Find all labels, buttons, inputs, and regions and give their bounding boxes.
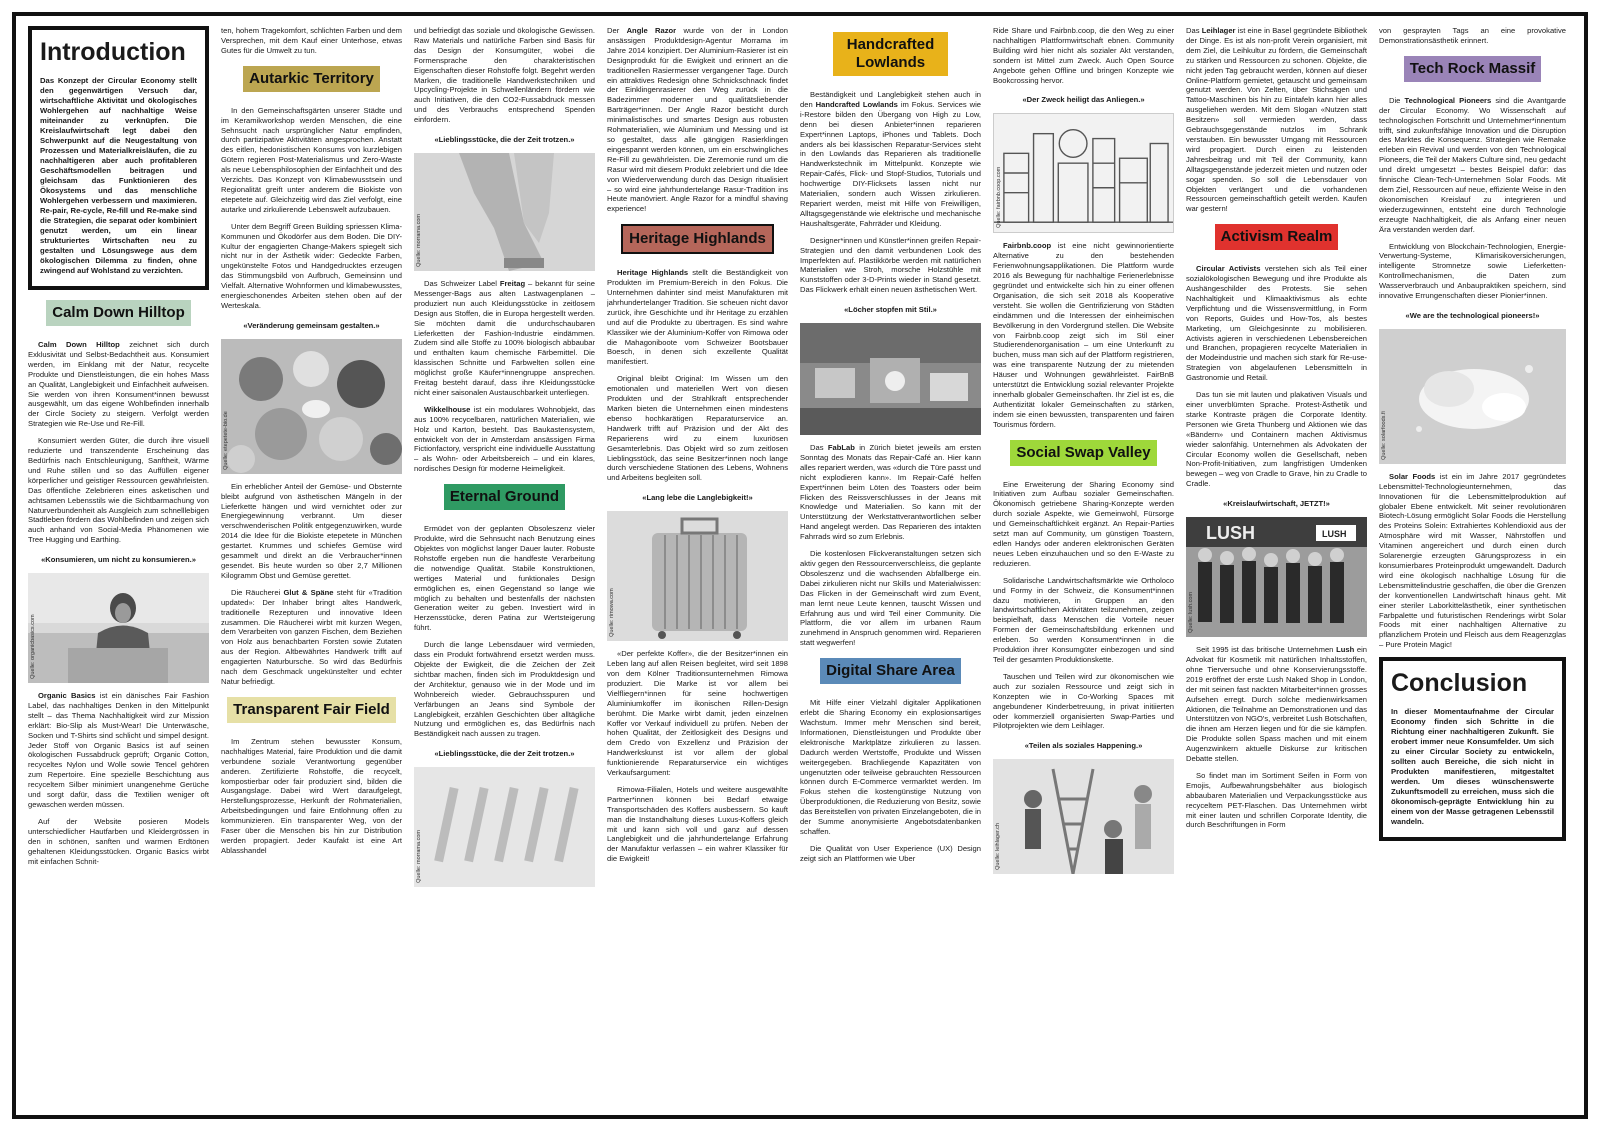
eternal-ground-label: Eternal Ground <box>444 484 565 510</box>
autarkic-paragraph-4: steht für «Tradition updated»: Der Inhaber bringt altes Handwerk, traditionelle Rezepturen und innovative Ideen zusammen. Die Räucherei wirbt mit kurzen Wegen, dem Verarbeiten von ganzen Fischen, dem Beziehen von Holz aus benachbarten Forsten sowie Zutaten aus der Region. Altbewährtes Handwerk trifft auf engagierten Naturbursche. So wird das Bedürfnis nach dem Geschmack ungekünstelter und echter Natur befriedigt. <box>221 587 402 686</box>
lush-sign-text: LUSH <box>1206 523 1255 544</box>
lush-paragraph-2: So findet man im Sortiment Seifen in Form von Emojis, Aufbewahrungsbehälter aus biologisch abbaubaren Materialien und Verpackungsstücke aus recyceltem PET-Flaschen. Das Unternehmen wirbt mit einer lauten und schrillen Corporate Identity, die durch Beschriftungen in Form <box>1186 770 1367 830</box>
morrama-credit: Quelle: morrama.com <box>416 830 423 884</box>
fairbnb-credit: Quelle: fairbnb.coop.com <box>996 167 1003 229</box>
tech-rock-massif-label: Tech Rock Massif <box>1404 56 1542 82</box>
etepetete-credit: Quelle: etepetete-bio.de <box>223 411 230 470</box>
activism-paragraph-1: verstehen sich als Teil einer sozialökologischen Bewegung und ihre Produkte als Aushängeschilder des Protests. Sie sehen Nachhaltigkeit und Klimaaktivismus als echte Verpflichtung und die Wissensvermittlung, in Form von Reports, Guides und How-Tos, als bestes Marketing, um Gleichgesinnte zu mobilisieren. Activists agieren in verschiedenen Lebensbereichen und Branchen, propagieren recycelte Materialien in der Modeindustrie und machen sich stark für Re-use-Strategien von abgelaufenen Lebensmitteln in Gastronomie und Retail. <box>1186 264 1367 383</box>
fairbnb-paragraph: ist eine nicht gewinnorientierte Alternative zu den bestehenden Ferienwohnungsapplikationen. Die Plattform wurde 2016 als Bewegung für nachhaltige Ferienerlebnisse gegründet und entwickelte sich hin zu einer offenen Organisation, die sich seit 2018 als Kooperative versteht. Sie wollen die Gentrifizierung von Städten eindämmen und die Interessen der einheimischen Bevölkerung in den Vordergrund stellen. Die Website von Fairbnb.coop zeigt sich im Stil einer Studierendenorganisation – um eine Unterkunft zu buchen, muss man sich auf der Plattform registrieren, was eine transparente Nutzung der zu mietenden Häuser und Wohnungen gewährleistet. FairBnB unterstützt die Entwicklung sozial relevanter Projekte innerhalb globaler Gemeinschaften. Ihr Ziel ist es, die Authentizität lokaler Gemeinschaften zu stärken, indem sie einen bewussten, transparenten und fairen Tourismus fördern. <box>993 241 1174 429</box>
wikkelhouse-paragraph: ist ein modulares Wohnobjekt, das aus 100% recycelbaren, natürlichen Materialien, wie Holz und Karton, besteht. Das Baukastensystem, entwickelt von der in Amsterdam ansässigen Firma Fictionfactory, verspricht eine individuelle Ausstattung – als Wohn- oder Arbeitsbereich – und ein klares, nordisches Design für moderne Heimeligkeit. <box>414 404 595 474</box>
handcrafted-paragraph-2: Designer*innen und Künstler*innen greifen Repair-Strategien und den damit verbundenen Look des Imperfekten auf. Plastikkörbe werden mit natürlichen Materialien wie Stroh, morsche Holzstühle mit Kunststoffen oder 3-D-Prints wieder in Stand gesetzt. Das Flickwerk erhält einen neuen ästhetischen Wert. <box>800 235 981 295</box>
rimowa-paragraph-1: «Der perfekte Koffer», die der Besitzer*innen ein Leben lang auf allen Reisen begleitet, wird seit 1898 von dem Kölner Traditionsunternehmen Rimowa produziert. Die Marke ist vor allem bei Vielfliegern*innen für seine hochwertigen Aluminiumkoffer im ikonischen Rillen-Design berühmt. Die Marke wirbt damit, jeden einzelnen Koffer vor Verkauf individuell zu prüfen. Neben der hohen Qualität, der Zeitlosigkeit des Designs und dem Credo von Exzellenz und Präzision der Handwerkskunst ist vor allem der global funktionierende Reparaturservice ein wichtiges Verkaufsargument: <box>607 649 788 778</box>
col8-paragraph-0: von gesprayten Tags an eine provokative Demonstrationsästhetik erinnert. <box>1379 26 1566 45</box>
razor-paragraph: wurde von der in London ansässigen Produktdesign-Agentur Morrama im Jahre 2014 konzipiert. Der Aluminium-Rasierer ist ein Designprodukt für die Ewigkeit und erinnert an die traditionellen Rasiermesser vergangener Tage. Durch ein attraktives Redesign ohne Schnickschnack findet der Einklingenrasierer den Weg zurück in die Badezimmer moderner und qualitätsliebender Barträger*innen. Der Angle Razor besticht durch minimalistisches und smartes Design aus robusten Rohmaterialien, wie Aluminium und Messing und ist so gestaltet, dass alle gängigen Rasierklingen eingespannt werden können, um ein erschwingliches Re-Fill zu gewährleisten. Die Zeremonie rund um die Rasur wird mit diesem Produkt zelebriert und die Idee von Wiederverwendung durch das Design ritualisiert – so wird eine jahrhundertelange Rasur-Tradition ins Heute manövriert. Angle Razor for a mindful shaving experience! <box>607 26 788 214</box>
autarkic-territory-label: Autarkic Territory <box>243 66 380 92</box>
rimowa-photo <box>607 511 788 641</box>
glut-lead: Glut & Späne <box>283 587 334 597</box>
lush-photo <box>1186 517 1367 637</box>
digital-paragraph-1: Mit Hilfe einer Vielzahl digitaler Applikationen erlebt die Sharing Economy ein explosionsartiges Wachstum. Immer mehr Menschen sind bereit, Informationen, Dienstleistungen und Produkte über elektronische Marktplätze zirkulieren zu lassen. Dadurch werden Wertstoffe, Produkte und Wissen weitergegeben. Brachliegende Kapazitäten von ungenutzten oder teilweise gebrauchten Ressourcen können durch E-Commerce vermarktet werden. Im Fokus stehen die kostengünstige Nutzung von Überproduktionen, die Reduzierung von Besitz, sowie das Bereitstellen von privaten Einzelangeboten, die in der Summe anonymisierte Angebotsdatenbanken schaffen. <box>800 698 981 836</box>
razor-intro: Der <box>607 26 627 35</box>
autarkic-quote: «Veränderung gemeinsam gestalten.» <box>243 320 380 330</box>
lush-paragraph-1: ein Advokat für Kosmetik mit natürlichen Inhaltsstoffen, ohne Tierversuche und ohne Konservierungsstoffe. 2019 eröffnet der erste Lush Naked Shop in London, der mit seinen fast nackten Mitarbeiter*innen grosses Aufsehen erregt. Durch solche medienwirksamen Aktionen, die Teilnahme an Demonstrationen und das Unterstützen von NGO's, verbreitet Lush Botschaften, die ihnen am Herzen liegen und für die sie kämpfen. Die Produkte sollen Spass machen und mit einem Augenzwinkern aktuelle Diskurse zur kritischen Debatte stellen. <box>1186 645 1367 764</box>
activism-realm-label: Activism Realm <box>1215 224 1339 250</box>
leihlager-intro: Das <box>1186 26 1202 35</box>
conclusion-title: Conclusion <box>1391 669 1528 698</box>
vegetables-photo <box>221 339 402 474</box>
leihlager-paragraph: ist eine in Basel gegründete Bibliothek der Dinge. Es ist als non-profit Verein organisiert, mit dem Ziel, die Leihkultur zu fördern, die Gemeinschaft zu stärken und Ressourcen zu schonen. Objekte, die nicht jeden Tag gebraucht werden, können auf dieser Online-Plattform gemietet, getauscht und gemeinsam genutzt werden. Von Zelten, über Stichsägen und Tattoo-Maschinen bis hin zu Eintafeln kann hier alles ausgeliehen werden. Mit dem Slogan «Nutzen statt Besitzen» soll vermieden werden, dass Gebrauchsgegenstände nutzlos im Schrank verstauben. Ein bewusster Umgang mit Ressourcen wird propagiert. Durch einen zu leistenden Jahresbeitrag und mit Teil der Community, kann Alltagsgegenstände jederzeit mieten und nutzen oder sogar spenden. So soll die Lebensdauer von Objekten verlängert und die vorhandenen Ressourcen gemeinschaftlich geteilt werden. Kaufen war gestern! <box>1186 26 1367 214</box>
transparent-fair-field-label: Transparent Fair Field <box>227 697 396 723</box>
tech-paragraph-2: Entwicklung von Blockchain-Technologien, Energie-Verwertung-Systeme, Klimarisikoversicherungen, intelligente Stromnetze sowie Lieferketten-Kontrollmechanismen, die Daten zum Wasserverbrauch und Anbaupraktiken speichern, sind innovative Errungenschaften dieser Pionier*innen. <box>1379 241 1566 301</box>
razor-photo <box>414 767 595 887</box>
lush-sign-small-text: LUSH <box>1322 529 1347 540</box>
autarkic-paragraph-3: Ein erheblicher Anteil der Gemüse- und Obsternte bleibt aufgrund von ästhetischen Mängeln in der Lieferkette hängen und wird vernichtet oder zur Energiegewinnung verbrannt. Um dieser verschwenderischen Politik entgegenzuwirken, wurde 2014 die Idee für die Biokiste etepetete in München gestartet. Krummes und schiefes Gemüse wird gesammelt und direkt an die Verbraucher*innen gesendet. Bis heute wurden so über 2,7 Millionen Kilogramm Obst und Gemüse gerettet. <box>221 481 402 580</box>
leihlager-credit: Quelle: leihlager.ch <box>995 823 1002 871</box>
calm-paragraph-2: Konsumiert werden Güter, die durch ihre visuell reduzierte und transzendente Erscheinung das Bedürfnis nach Entschleunigung, Sanftheit, Wärme und Ruhe stillen und so das Auffüllen eigener körperlicher und geistiger Ressourcen gewährleisten. Das öffentliche Zelebrieren eines asketischen und achtsamen Lebensstils wie die Sichtbarmachung von Naturverbundenheit als Ausgleich zum schnelllebigen Stadtleben fördern das Wohlbefinden und zeigen sich auch anhand von Social-Media Phänomenen wie Tree Hugging und Earthing. <box>28 436 209 545</box>
column-7 <box>1186 26 1367 1105</box>
digital-paragraph-2: Die Qualität von User Experience (UX) Design zeigt sich an Plattformen wie Uber <box>800 843 981 863</box>
rimowa-credit: Quelle: rimowa.com <box>609 588 616 638</box>
poster-frame <box>12 12 1588 1119</box>
col2-paragraph-0: ten, hohem Tragekomfort, schlichten Farben und dem Versprechen, mit dem Kauf einer Unterhose, etwas Gutes für die Umwelt zu tun. <box>221 26 402 55</box>
conclusion-box <box>1379 657 1566 841</box>
fablab-paragraph: in Zürich bietet jeweils am ersten Sonntag des Monats das Repair-Café an. Hier kann alles repariert werden, was «durch die Türe passt und nicht explodieren kann». Im Repair-Café helfen Expert*innen beim Löten des Toasters oder beim Flicken des Reissverschlusses in der Jeans mit Knowledge und Materialien. So kann mit der Unterstützung der Werkstattverantwortlichen selber Hand angelegt werden. Das Reparieren des intakten Fahrrads wird so zum Erlebnis. <box>800 443 981 542</box>
social-paragraph-1: Eine Erweiterung der Sharing Economy sind Initiativen zum Aufbau sozialer Gemeinschaften. Ökonomisch getriebene Sharing-Konzepte werden durch soziale Aspekte, wie Gemeinwohl, Fürsorge und Gemeinschaftlichkeit ergänzt. An Repair-Parties setzt man auf Community, um günstigen Toastern, edlen Handys oder anderen elektronischen Geräten neues Leben einzuhauchen und so den E-Waste zu reduzieren. <box>993 479 1174 568</box>
handcrafted-label-line-1: Handcrafted <box>846 36 935 53</box>
solar-foods-credit: Quelle: solarfoods.fi <box>1381 411 1388 460</box>
digital-quote: «Der Zweck heiligt das Anliegen.» <box>1022 95 1145 105</box>
activism-paragraph-2: Das tun sie mit lauten und plakativen Visuals und einer unverblümten Sprache. Protest-Ästhetik und starke Kontraste prägen die Corporate Identity. Personen wie Greta Thunberg und Aktionen wie das «Bändern» und Containern machen Aktivismus wieder salonfähig. Unternehmen als Advokaten der Circular Economy wollen die Gesellschaft, neben Non-Profit-Initiativen, zum langfristigen Umdenken bewegen – weg von Cradle to Grave, hin zu Cradle to Cradle. <box>1186 390 1367 489</box>
leihlager-photo <box>993 759 1174 874</box>
calm-down-hilltop-label: Calm Down Hilltop <box>46 300 191 326</box>
column-8 <box>1379 26 1566 1105</box>
calm-lead: Calm Down Hilltop <box>38 340 120 349</box>
organic-basics-credit: Quelle: organicbasics.com <box>30 614 37 680</box>
handcrafted-lead: Handcrafted Lowlands <box>815 99 898 109</box>
column-1 <box>28 26 209 1105</box>
heritage-paragraph-1: stellt die Beständigkeit von Produkten im Premium-Bereich in den Fokus. Die Unternehmen dahinter sind meist Manufakturen mit jahrhundertelanger Tradition. Sie scheuen nicht davor zurück, ihre Geschichte und ihr Heritage zu erzählen und auf die Produkte zu übertragen. Es sind wahre Klassiker wie der Aluminium-Koffer von Rimowa oder die Mahagoniboote vom Schweizer Bootsbauer Boesch, in denen sich exzellente Qualität manifestiert. <box>607 268 788 367</box>
activists-lead: Circular Activists <box>1196 264 1261 274</box>
handcrafted-paragraph-1: im Fokus. Services wie i-Restore bilden den Übergang von High zu Low, denn bei diesen Anbieter*innen reparieren Expert*innen Laptops, iPhones und Tablets. Doch anders als bei klassischen Reparatur-Services steht in den Lowlands das Reparieren als traditionelle Handwerkstechnik im Mittelpunkt. Konzepte wie Repair-Cafés, Flick- und Stopf-Studios, Tutorials und hochwertige DIY-Flicksets lassen nicht nur Materialien, sondern auch Wissen zirkulieren. Repariert werden, meist mit Hilfe von Freiwilligen, Alltagsgegenstände wie elektrische und mechanische Haushaltsgeräte, Fahrräder und Kleidung. <box>800 99 981 228</box>
fablab-intro: Das <box>810 443 828 453</box>
calm-quote: «Konsumieren, um nicht zu konsumieren.» <box>41 555 196 565</box>
social-quote: «Teilen als soziales Happening.» <box>1024 741 1143 751</box>
social-swap-valley-label: Social Swap Valley <box>1010 440 1156 466</box>
heritage-highlands-label: Heritage Highlands <box>621 224 774 254</box>
solar-foods-lead: Solar Foods <box>1389 471 1436 481</box>
handcrafted-intro: Beständigkeit und Langlebigkeit stehen auch in den <box>800 90 981 109</box>
freitag-photo <box>414 153 595 271</box>
social-paragraph-3: Tauschen und Teilen wird zur ökonomischen wie auch zur sozialen Ressource und zeigt sich in Konzepten wie in Co-Working Spaces mit angebundener Kinderbetreuung, in privat initiierten oder kommerziell organisierten Swap-Parties und Pilotprojekten wie dem Leihlager. <box>993 671 1174 731</box>
eternal-paragraph-2: Durch die lange Lebensdauer wird vermieden, dass ein Produkt fortwährend ersetzt werden muss. Objekte der Ewigkeit, die die Zeichen der Zeit sichtbar machen, finden sich im Produktdesign und der Architektur, genauso wie in der Mode und im Wohnbereich wieder. Gebrauchsspuren und Verfärbungen an Jeans sind Symbole der Langlebigkeit, erzählen Geschichten über alltägliche Nutzung und ermöglichen es, das Bedürfnis nach Beständigkeit nach aussen zu tragen. <box>414 640 595 739</box>
heritage-quote: «Lang lebe die Langlebigkeit!» <box>642 493 753 503</box>
freitag-credit: Quelle: morrama.com <box>416 214 423 267</box>
heritage-paragraph-2: Original bleibt Original: Im Wissen um den emotionalen und materiellen Wert von diesen Produkten und der Strahlkraft entsprechender Marken bieten die Unternehmen einen mindestens ebenso hochkarätigen Reparaturservice an. Handwerk trifft auf Präzision und der Akt des Reparierens wird zu einem luxuriösen Gesamterlebnis. Das Objekt wird so zum zeitlosen Lieblingsstück, das seine Besitzer*innen noch lange durch verschiedene Stationen des Lebens, Wohnens und Arbeitens begleiten soll. <box>607 374 788 483</box>
freitag-quote: «Lieblingsstücke, die der Zeit trotzen.» <box>434 135 575 145</box>
leihlager-lead: Leihlager <box>1201 26 1236 35</box>
introduction-title: Introduction <box>40 38 186 66</box>
wikkelhouse-lead: Wikkelhouse <box>424 404 471 414</box>
tech-quote: «We are the technological pioneers!» <box>1405 310 1540 320</box>
heritage-lead: Heritage Highlands <box>617 268 689 278</box>
angle-razor-lead: Angle Razor <box>626 26 677 35</box>
social-paragraph-2: Solidarische Landwirtschaftsmärkte wie Ortholoco und Formy in der Schweiz, die Konsument*innen dazu motivieren, in Gruppen an den landwirtschaftlichen Aktivitäten teilzunehmen, zeigen beispielhaft, dass Menschen die Vorteile neuer Formen der Gemeinschaftsbildung erkennen und erleben. So werden Konsument*innen in die Produktion ihrer Konsumgüter einbezogen und sind Teil der gesamten Produktionskette. <box>993 575 1174 664</box>
organic-basics-lead: Organic Basics <box>38 691 96 701</box>
solar-foods-photo <box>1379 329 1566 464</box>
freitag-paragraph: – bekannt für seine Messenger-Bags aus alten Lastwagenplanen – produziert nun auch Kleidungsstücke in zeitlosem Design aus Stoffen, die in Europa hergestellt werden. Sie möchten damit die undurchschaubaren Lieferketten der Fashion-Industrie eindämmen. Zudem sind alle Stoffe zu 100% biologisch abbaubar und enthalten kaum chemische Färbemittel. Die klassischen Schnitte und Farbwelten sollen eine möglichst große Käufer*innengruppe ansprechen. Freitag besteht darauf, dass ihre Kleidungsstücke nicht einer saisonalen Austauschbarkeit unterliegen. <box>414 278 595 397</box>
fairbnb-lead: Fairbnb.coop <box>1003 241 1052 251</box>
freitag-lead: Freitag <box>499 278 526 288</box>
lush-lead: Lush <box>1336 645 1355 655</box>
conclusion-text: In dieser Momentaufnahme der Circular Economy finden sich Schritte in die Richtung einer nachhaltigeren Zukunft. Sie erobert immer neue Konsumfelder. Um sich zu einer Circular Society zu entwickeln, sollten auch Bereiche, die sich nicht in Produkten manifestieren, mitgestaltet werden. Um dieses wünschenswerte Zukunftsmodell zu erreichen, muss sich die ökonomisch-geprägte Entwicklung hin zu einem von der Masse getragenen Lebensstil wandeln. <box>1391 707 1554 827</box>
activism-quote: «Kreislaufwirtschaft, JETZT!» <box>1223 499 1330 509</box>
organic-basics-photo <box>28 573 209 683</box>
column-2 <box>221 26 402 1105</box>
lush-intro: Seit 1995 ist das britische Unternehmen <box>1196 645 1337 655</box>
lush-credit: Quelle: lush.com <box>1188 592 1195 634</box>
handcrafted-paragraph-3: Die kostenlosen Flickveranstaltungen setzen sich aktiv gegen den Ressourcenverschleiss, die geplante Obsoleszenz und die wachsenden Abfallberge ein. Dabei zirkulieren nicht nur Skills und Materialwissen: Das Flicken in der Gemeinschaft wird zum Event, man lernt neue Leute kennen, tauscht Wissen und Erfahrung aus und wird Teil einer Community. Die Plattform, die vor allem im urbanen Raum zunehmend in Anspruch genommen wird. Reparieren statt wegwerfen! <box>800 549 981 648</box>
autarkic-paragraph-2: Unter dem Begriff Green Building spriessen Klima-Kommunen und Ökodörfer aus dem Boden. Die DIY-Kultur der engagierten Change-Makers spiegelt sich nicht nur in der Ästhetik wider: Gedeckte Farben, ungekünstelte Fotos und Handgedrucktes erzeugen das Stimmungsbild von Aufbruch, Gemeinsinn und Vielfalt. Alternative Wohnformen und klimabewusstes, energieschonendes Arbeiten stehen oben auf der Werteskala. <box>221 221 402 310</box>
col6-paragraph-0: Ride Share und Fairbnb.coop, die den Weg zu einer nachhaltigen Plattformwirtschaft ebnen. Community Building wird hier nicht als sozialer Akt verstanden, sondern ist Mittel zum Zweck. Auch Open Source Angebote gehen Offline und bringen Konzepte wie Bookcrossing hervor. <box>993 26 1174 85</box>
fablab-lead: FabLab <box>827 443 855 453</box>
column-6 <box>993 26 1174 1105</box>
column-5 <box>800 26 981 1105</box>
digital-share-area-label: Digital Share Area <box>820 658 961 684</box>
tech-lead: Technological Pioneers <box>1404 95 1492 105</box>
autarkic-paragraph-1: In den Gemeinschaftsgärten unserer Städte und im Keramikworkshop werden Menschen, die eine Sehnsucht nach ursprünglicher Natur empfinden, durch partizipative Aktivitäten angesprochen. Anstatt des eitlen, hedonistischen Konsums von kurzlebigen Gütern regieren Post-Materialismus und Zero-Waste als neue Lebensphilosophien der Einfachheit und des Verzichts. Das Konzept von Klimabewusstsein und Regionalität greift unter anderem die Biokiste von etepetete auf. Gleichzeitig wird das Ziel verfolgt, eine autarke und zirkulierende Lebenswelt aufzubauen. <box>221 105 402 214</box>
col3-paragraph-0: und befriedigt das soziale und ökologische Gewissen. Raw Materials und natürliche Farben sind Basis für das Design der Konsumgüter, wobei die Formensprache den charakteristischen Eigenschaften dieser Rohstoffe folgt. Begehrt werden Marken, die traditionelle Handwerkstechniken und Upcycling-Projekte in Schwellenländern fördern wie auch Initiativen, die den CO2-Fussabdruck messen und des Verbrauchs entsprechend Spenden einfordern. <box>414 26 595 125</box>
fablab-photo <box>800 323 981 435</box>
calm-paragraph-4: Auf der Website posieren Models unterschiedlicher Hautfarben und Kleidergrössen in den in schönen, sanften und warmen Erdtönen gehaltenen Kleidungsstücken. Organic Basics wirbt mit einfachen Schnit- <box>28 816 209 866</box>
fairbnb-illustration <box>993 113 1174 233</box>
eternal-paragraph-1: Ermüdet von der geplanten Obsoleszenz vieler Produkte, wird die Sehnsucht nach Benutzung eines Objektes von möglichst langer Dauer lauter. Robuste Rohstoffe ergeben nun die handfeste Verarbeitung die notwendige Qualität. Stabile Konstruktionen, wertiges Material und funktionales Design ermöglichen es, einen Gegenstand so lange wie möglich zu behalten und bestenfalls der nächsten Generation weiter zu geben. Investiert wird in Herzensstücke, deren Patina zur Wertsteigerung führt. <box>414 524 595 633</box>
handcrafted-label-line-2: Lowlands <box>855 54 926 71</box>
handcrafted-lowlands-label <box>833 32 949 76</box>
calm-paragraph-3: ist ein dänisches Fair Fashion Label, das nachhaltiges Denken in den Mittelpunkt stellt – das Thema Nachhaltigkeit wird zur Mission erklärt: Bio-Slip als Must-Wear! Die Unterwäsche, Socken und T-Shirts sind schlicht und simpel designt. Jeder Stoff von Organic Basics ist auf seinen ökologischen Fussabdruck geprüft; Organic Cotton, recyceltes Nylon und Wolle sowie Tencel gehören zum Repertoire. Eine spezielle Beschichtung aus recyceltem Silber minimiert unangenehme Gerüche und sorgt dafür, dass die Textilien weniger oft gewaschen werden müssen. <box>28 691 209 809</box>
freitag-intro: Das Schweizer Label <box>424 278 500 288</box>
rimowa-paragraph-2: Rimowa-Filialen, Hotels und weitere ausgewählte Partner*innen können bei Bedarf etwaige Transportschäden des Koffers ausbessern. So kauft man die Instandhaltung dieses Luxus-Koffers gleich mit und kann sich voll und ganz auf dessen Langlebigkeit und die jahrhundertelange Erfahrung der Manufaktur verlassen – ein wahrer Klassiker für die Ewigkeit! <box>607 784 788 864</box>
column-3 <box>414 26 595 1105</box>
tech-intro: Die <box>1389 95 1405 105</box>
eternal-quote: «Lieblingsstücke, die der Zeit trotzen.» <box>434 749 575 759</box>
transparent-paragraph-1: Im Zentrum stehen bewusster Konsum, nachhaltiges Material, faire Produktion und die damit verbundene soziale Verantwortung gegenüber anderen. Zertifizierte Rohstoffe, die recycelt, kompostierbar oder fair produziert sind, bilden die Ausgangslage. Dabei wird Wert daraufgelegt, Herstellungsprozesse, Herkunft der Rohmaterialien, Arbeitsbedingungen und faire Entlohnung offen zu kommunizieren. Ein transparenter Weg, von der Faser über die Menschen bis hin zur Distribution werden propagiert. Jeder Kaufakt ist eine Art Ablasshandel <box>221 736 402 855</box>
handcrafted-quote: «Löcher stopfen mit Stil.» <box>844 305 937 315</box>
introduction-text: Das Konzept der Circular Economy stellt den gegenwärtigen Versuch dar, wirtschaftliche Aktivität und ökologisches Wohlergehen auf nachhaltige Weise miteinander zu verknüpfen. Die Kreislaufwirtschaft legt dabei den Schwerpunkt auf die Neugestaltung von Prozessen und Materialkreisläufen, die zu nachhaltigeren aber auch profitableren Geschäftsmodellen beitragen und gleichsam das Funktionieren des Ökosystems und das menschliche Wohlergehen verbessern und maximieren. Re-pair, Re-cycle, Re-fill und Re-make sind die Strategien, die separat oder kombiniert genutzt werden, um ein linear strukturiertes Wirtschaften neu zu gestalten und Lösungswege aus dem ökologischen Dilemma zu finden, ohne zwingend auf Wohlstand zu verzichten. <box>40 76 197 275</box>
introduction-box <box>28 26 209 290</box>
glut-intro: Die Räucherei <box>231 587 284 597</box>
solar-foods-paragraph: ist ein im Jahre 2017 gegründetes Lebensmittel-Technologieunternehmen, das Innovationen für die Lebensmittelproduktion auf globaler Ebene entwickelt. Mit seiner revolutionären Biotech-Lösung ermöglicht Solar Foods die Herstellung des Proteins Solein: Extrahiertes Kohlendioxid aus der Atmosphäre wird mit Wasser, Nährstoffen und Vitaminen angereichert und durch einen durch Solarenergie erzeugten Gärungsprozess in ein konsumierbares Proteinprodukt umgewandelt. Dadurch wird eine ökologisch nachhaltige Lösung für die Lebensmittelindustrie geschaffen, die über die Grenzen der konventionellen Landwirtschaft hinaus geht. Mit einer steriler Laborkittelästhetik, einer synthetischen Farbpalette und futuristischen Renderings wirbt Solar Foods mit einer nachhaltigen Alternative zu pflanzlichem Protein und Fleisch aus dem Reagenzglas – Pure Protein Magic! <box>1379 471 1566 650</box>
tech-paragraph-1: sind die Avantgarde der Circular Economy. Wo Wissenschaft auf technologischen Fortschritt und Unternehmer*innentum trifft, sind zukunftsfähige Innovation und die Disruption des Marktes die Konsequenz. Strategien wie Remake erleben ein Revival und werden von den Technological Pioneers, die Teil der Makers Culture sind, neu gedacht und direkt umgesetzt – bestes Beispiel dafür: das finnische Clean-Tech-Unternehmen Solar Foods. Mit dem Ziel, Ressourcen auf neue, effiziente Weise in den ökonomischen Kreislauf zu integrieren und wiederzugewinnen, entsteht eine durch Technologie erzeugte Nachhaltigkeit, die als Anfang einer neuen Ära verstanden werden darf. <box>1379 95 1566 234</box>
column-4 <box>607 26 788 1105</box>
calm-paragraph-1: zeichnet sich durch Exklusivität und Selbst-Bedachtheit aus. Konsumiert werden, im Einklang mit der Natur, recycelte Produkte und Dienstleistungen, die ein hohes Mass an Qualität, Langlebigkeit und Einfachheit aufweisen. Sie werden von ihren Konsument*innen bewusst ausgewählt, um das eigene Wohlbefinden innerhalb der Circle Society zu steigern. Verfolgt werden Strategien wie Re-Use und Re-Fill. <box>28 340 209 429</box>
